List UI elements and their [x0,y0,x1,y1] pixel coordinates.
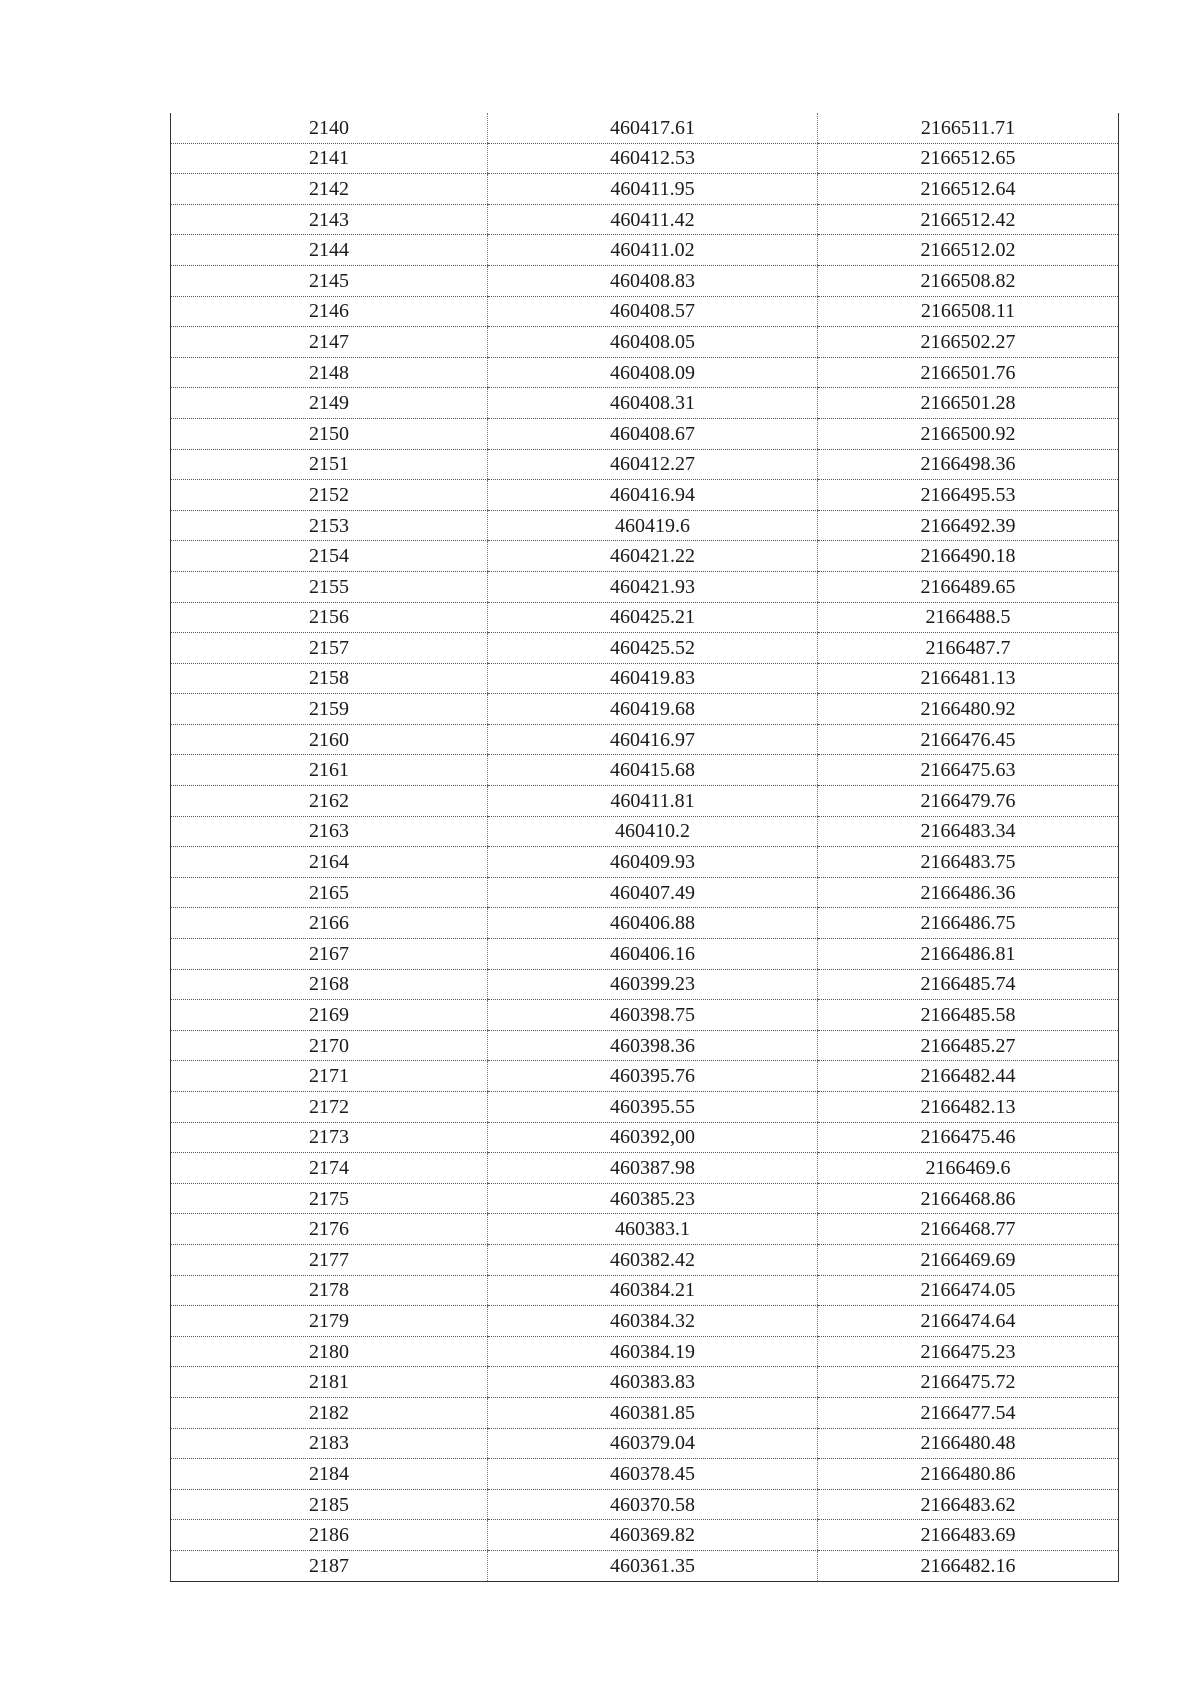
point-number-cell: 2168 [171,969,488,1000]
y-coordinate-cell: 2166482.16 [818,1550,1119,1581]
y-coordinate-cell: 2166485.74 [818,969,1119,1000]
y-coordinate-cell: 2166495.53 [818,480,1119,511]
y-coordinate-cell: 2166492.39 [818,510,1119,541]
y-coordinate-cell: 2166512.42 [818,204,1119,235]
table-row [171,1489,1119,1520]
point-number-cell: 2161 [171,755,488,786]
x-coordinate-cell: 460382.42 [488,1244,818,1275]
point-number-cell: 2148 [171,357,488,388]
x-coordinate-cell: 460412.53 [488,143,818,174]
x-coordinate-cell: 460392,00 [488,1122,818,1153]
point-number-cell: 2152 [171,480,488,511]
x-coordinate-cell: 460378.45 [488,1459,818,1490]
point-number-cell: 2180 [171,1336,488,1367]
y-coordinate-cell: 2166485.58 [818,1000,1119,1031]
x-coordinate-cell: 460370.58 [488,1489,818,1520]
table-row [171,449,1119,480]
x-coordinate-cell: 460383.1 [488,1214,818,1245]
table-row [171,1214,1119,1245]
point-number-cell: 2155 [171,571,488,602]
x-coordinate-cell: 460408.67 [488,418,818,449]
point-number-cell: 2183 [171,1428,488,1459]
point-number-cell: 2145 [171,265,488,296]
table-row [171,847,1119,878]
x-coordinate-cell: 460410.2 [488,816,818,847]
point-number-cell: 2181 [171,1367,488,1398]
y-coordinate-cell: 2166475.63 [818,755,1119,786]
y-coordinate-cell: 2166475.72 [818,1367,1119,1398]
x-coordinate-cell: 460379.04 [488,1428,818,1459]
x-coordinate-cell: 460411.95 [488,174,818,205]
y-coordinate-cell: 2166482.44 [818,1061,1119,1092]
y-coordinate-cell: 2166508.11 [818,296,1119,327]
x-coordinate-cell: 460406.88 [488,908,818,939]
x-coordinate-cell: 460369.82 [488,1520,818,1551]
table-row [171,602,1119,633]
table-row [171,755,1119,786]
table-row [171,1092,1119,1123]
y-coordinate-cell: 2166500.92 [818,418,1119,449]
point-number-cell: 2184 [171,1459,488,1490]
table-row [171,1336,1119,1367]
point-number-cell: 2156 [171,602,488,633]
table-row [171,694,1119,725]
x-coordinate-cell: 460409.93 [488,847,818,878]
x-coordinate-cell: 460361.35 [488,1550,818,1581]
x-coordinate-cell: 460407.49 [488,877,818,908]
point-number-cell: 2173 [171,1122,488,1153]
table-row [171,113,1119,143]
coordinates-table-body [171,113,1119,1581]
x-coordinate-cell: 460421.93 [488,571,818,602]
x-coordinate-cell: 460419.68 [488,694,818,725]
table-row [171,877,1119,908]
table-row [171,1428,1119,1459]
table-row [171,480,1119,511]
y-coordinate-cell: 2166483.34 [818,816,1119,847]
point-number-cell: 2182 [171,1397,488,1428]
x-coordinate-cell: 460395.55 [488,1092,818,1123]
y-coordinate-cell: 2166487.7 [818,633,1119,664]
y-coordinate-cell: 2166488.5 [818,602,1119,633]
point-number-cell: 2159 [171,694,488,725]
point-number-cell: 2141 [171,143,488,174]
y-coordinate-cell: 2166512.64 [818,174,1119,205]
point-number-cell: 2172 [171,1092,488,1123]
x-coordinate-cell: 460419.6 [488,510,818,541]
x-coordinate-cell: 460411.42 [488,204,818,235]
y-coordinate-cell: 2166474.05 [818,1275,1119,1306]
point-number-cell: 2153 [171,510,488,541]
table-row [171,327,1119,358]
point-number-cell: 2169 [171,1000,488,1031]
y-coordinate-cell: 2166486.36 [818,877,1119,908]
table-row [171,1061,1119,1092]
table-row [171,296,1119,327]
table-row [171,786,1119,817]
table-row [171,174,1119,205]
x-coordinate-cell: 460416.94 [488,480,818,511]
x-coordinate-cell: 460384.32 [488,1306,818,1337]
point-number-cell: 2160 [171,724,488,755]
x-coordinate-cell: 460383.83 [488,1367,818,1398]
table-row [171,1244,1119,1275]
x-coordinate-cell: 460411.81 [488,786,818,817]
table-row [171,939,1119,970]
point-number-cell: 2157 [171,633,488,664]
table-row [171,510,1119,541]
point-number-cell: 2170 [171,1030,488,1061]
table-row [171,1550,1119,1581]
x-coordinate-cell: 460398.36 [488,1030,818,1061]
table-row [171,1122,1119,1153]
point-number-cell: 2163 [171,816,488,847]
point-number-cell: 2150 [171,418,488,449]
table-row [171,418,1119,449]
point-number-cell: 2165 [171,877,488,908]
y-coordinate-cell: 2166477.54 [818,1397,1119,1428]
point-number-cell: 2140 [171,113,488,143]
y-coordinate-cell: 2166479.76 [818,786,1119,817]
x-coordinate-cell: 460421.22 [488,541,818,572]
x-coordinate-cell: 460408.31 [488,388,818,419]
x-coordinate-cell: 460398.75 [488,1000,818,1031]
table-row [171,265,1119,296]
point-number-cell: 2185 [171,1489,488,1520]
x-coordinate-cell: 460381.85 [488,1397,818,1428]
table-row [171,541,1119,572]
y-coordinate-cell: 2166474.64 [818,1306,1119,1337]
table-row [171,1153,1119,1184]
x-coordinate-cell: 460408.09 [488,357,818,388]
point-number-cell: 2143 [171,204,488,235]
x-coordinate-cell: 460384.21 [488,1275,818,1306]
table-row [171,1397,1119,1428]
point-number-cell: 2167 [171,939,488,970]
y-coordinate-cell: 2166508.82 [818,265,1119,296]
x-coordinate-cell: 460425.52 [488,633,818,664]
table-row [171,724,1119,755]
table-row [171,204,1119,235]
x-coordinate-cell: 460406.16 [488,939,818,970]
x-coordinate-cell: 460416.97 [488,724,818,755]
point-number-cell: 2166 [171,908,488,939]
table-row [171,1000,1119,1031]
point-number-cell: 2171 [171,1061,488,1092]
y-coordinate-cell: 2166498.36 [818,449,1119,480]
y-coordinate-cell: 2166469.69 [818,1244,1119,1275]
x-coordinate-cell: 460385.23 [488,1183,818,1214]
point-number-cell: 2144 [171,235,488,266]
y-coordinate-cell: 2166502.27 [818,327,1119,358]
point-number-cell: 2164 [171,847,488,878]
y-coordinate-cell: 2166512.02 [818,235,1119,266]
x-coordinate-cell: 460399.23 [488,969,818,1000]
y-coordinate-cell: 2166475.46 [818,1122,1119,1153]
y-coordinate-cell: 2166501.28 [818,388,1119,419]
table-row [171,908,1119,939]
y-coordinate-cell: 2166483.62 [818,1489,1119,1520]
y-coordinate-cell: 2166486.81 [818,939,1119,970]
y-coordinate-cell: 2166512.65 [818,143,1119,174]
y-coordinate-cell: 2166468.86 [818,1183,1119,1214]
point-number-cell: 2175 [171,1183,488,1214]
table-row [171,143,1119,174]
y-coordinate-cell: 2166481.13 [818,663,1119,694]
point-number-cell: 2176 [171,1214,488,1245]
point-number-cell: 2177 [171,1244,488,1275]
point-number-cell: 2147 [171,327,488,358]
coordinates-table [170,113,1119,1582]
point-number-cell: 2178 [171,1275,488,1306]
x-coordinate-cell: 460408.57 [488,296,818,327]
table-row [171,816,1119,847]
x-coordinate-cell: 460395.76 [488,1061,818,1092]
table-row [171,571,1119,602]
y-coordinate-cell: 2166482.13 [818,1092,1119,1123]
table-row [171,388,1119,419]
x-coordinate-cell: 460425.21 [488,602,818,633]
x-coordinate-cell: 460408.83 [488,265,818,296]
y-coordinate-cell: 2166480.92 [818,694,1119,725]
x-coordinate-cell: 460387.98 [488,1153,818,1184]
y-coordinate-cell: 2166483.69 [818,1520,1119,1551]
point-number-cell: 2174 [171,1153,488,1184]
y-coordinate-cell: 2166501.76 [818,357,1119,388]
table-row [171,1306,1119,1337]
point-number-cell: 2158 [171,663,488,694]
table-row [171,357,1119,388]
point-number-cell: 2162 [171,786,488,817]
point-number-cell: 2179 [171,1306,488,1337]
table-row [171,1275,1119,1306]
y-coordinate-cell: 2166486.75 [818,908,1119,939]
point-number-cell: 2186 [171,1520,488,1551]
y-coordinate-cell: 2166490.18 [818,541,1119,572]
y-coordinate-cell: 2166485.27 [818,1030,1119,1061]
x-coordinate-cell: 460415.68 [488,755,818,786]
table-row [171,1367,1119,1398]
point-number-cell: 2149 [171,388,488,419]
x-coordinate-cell: 460408.05 [488,327,818,358]
point-number-cell: 2142 [171,174,488,205]
x-coordinate-cell: 460411.02 [488,235,818,266]
table-row [171,633,1119,664]
table-row [171,1459,1119,1490]
table-row [171,1183,1119,1214]
y-coordinate-cell: 2166476.45 [818,724,1119,755]
x-coordinate-cell: 460417.61 [488,113,818,143]
table-row [171,235,1119,266]
table-row [171,663,1119,694]
y-coordinate-cell: 2166483.75 [818,847,1119,878]
y-coordinate-cell: 2166475.23 [818,1336,1119,1367]
y-coordinate-cell: 2166489.65 [818,571,1119,602]
x-coordinate-cell: 460419.83 [488,663,818,694]
y-coordinate-cell: 2166469.6 [818,1153,1119,1184]
y-coordinate-cell: 2166480.86 [818,1459,1119,1490]
x-coordinate-cell: 460384.19 [488,1336,818,1367]
table-row [171,1030,1119,1061]
point-number-cell: 2187 [171,1550,488,1581]
table-row [171,1520,1119,1551]
y-coordinate-cell: 2166511.71 [818,113,1119,143]
table-row [171,969,1119,1000]
point-number-cell: 2146 [171,296,488,327]
y-coordinate-cell: 2166468.77 [818,1214,1119,1245]
point-number-cell: 2151 [171,449,488,480]
y-coordinate-cell: 2166480.48 [818,1428,1119,1459]
point-number-cell: 2154 [171,541,488,572]
x-coordinate-cell: 460412.27 [488,449,818,480]
